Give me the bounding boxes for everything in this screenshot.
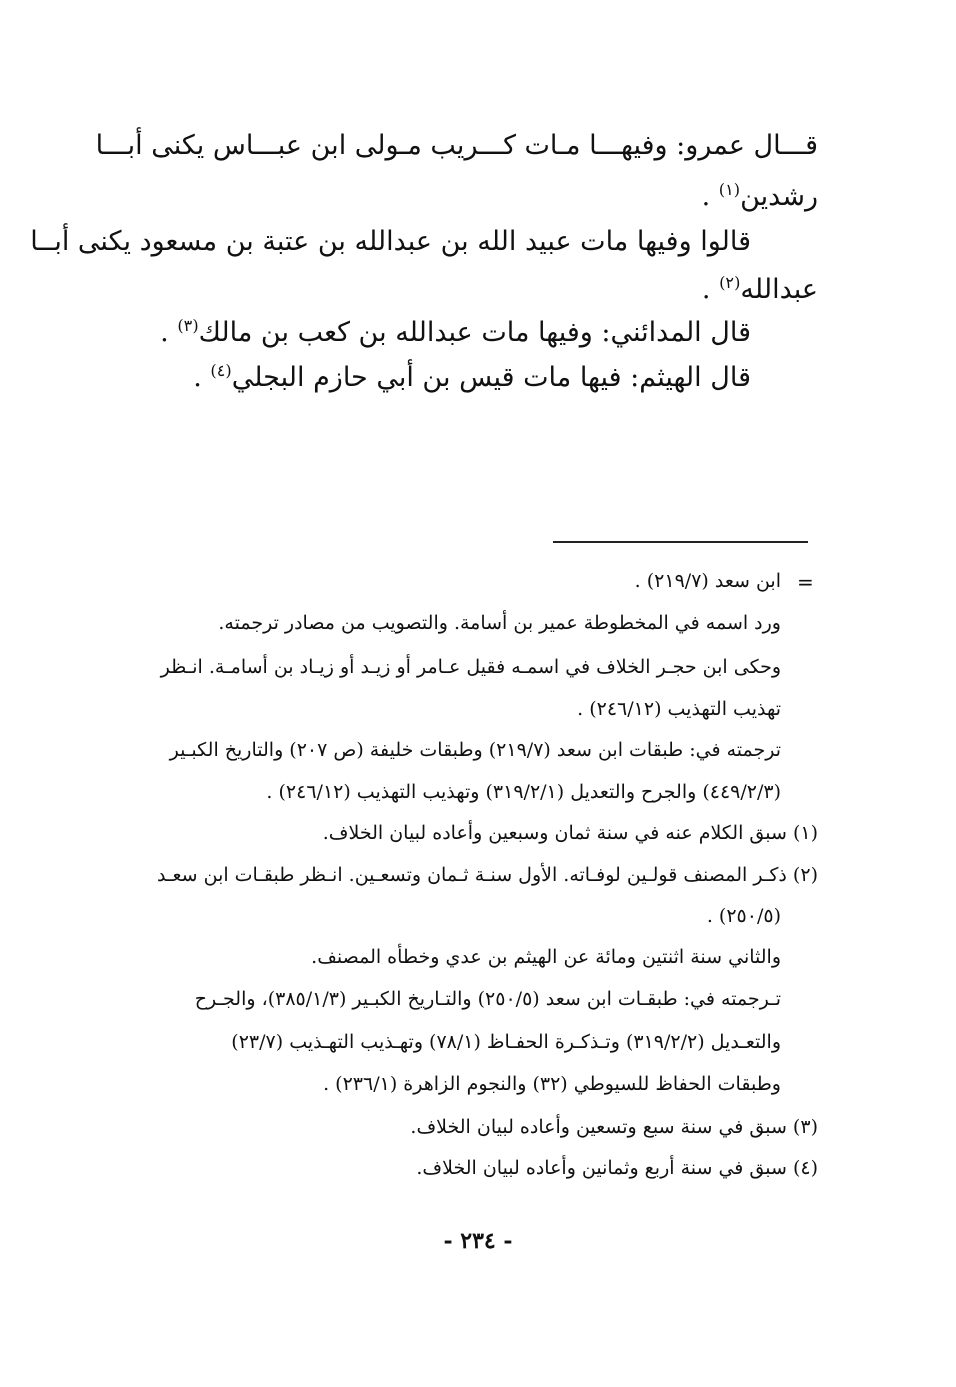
main-line-6: قال الهيثم: فيها مات قيس بن أبي حازم البجلي$^{(٤)}$ .	[193, 361, 751, 393]
footnote-line: تـرجمته في: طبقـات ابن سعد (٢٥٠/٥) والتـاريخ الكبـير (٣٨٥/١/٣)، والجـرح	[194, 988, 781, 1010]
main-line-2: رشدين$^{(١)}$ .	[701, 180, 818, 212]
page-number: - ٢٣٤ -	[443, 1228, 513, 1254]
continuation-mark: =	[797, 570, 814, 594]
footnote-line: والثاني سنة اثنتين ومائة عن الهيثم بن عدي وخطأه المصنف.	[311, 946, 781, 968]
footnote-1: (١) سبق الكلام عنه في سنة ثمان وسبعين وأعاده لبيان الخلاف.	[322, 822, 818, 844]
footnote-ref-1: (١)	[718, 180, 741, 199]
footnote-line: وحكى ابن حجـر الخلاف في اسمـه فقيل عـامر أو زيـد أو زيـاد بن أسامـة. انـظر	[160, 656, 781, 678]
main-line-5: قال المدائني: وفيها مات عبدالله بن كعب بن مالك$^{(٣)}$ .	[160, 316, 751, 348]
main-line-4: عبدالله$^{(٢)}$ .	[701, 273, 818, 305]
footnote-line: والتعـديل (٣١٩/٢/٢) وتـذكـرة الحفـاظ (٧٨/١) وتهـذيب التهـذيب (٢٣/٧)	[231, 1031, 781, 1053]
footnote-line: (٢٥٠/٥) .	[706, 905, 781, 927]
footnote-4: (٤) سبق في سنة أربع وثمانين وأعاده لبيان الخلاف.	[416, 1157, 818, 1179]
footnote-line: تهذيب التهذيب (٢٤٦/١٢) .	[577, 698, 781, 720]
footnote-ref-4: (٤)	[210, 361, 232, 380]
footnote-ref-2: (٢)	[719, 273, 741, 292]
footnote-line: (٤٤٩/٢/٣) والجرح والتعديل (٣١٩/٢/١) وتهذيب التهذيب (٢٤٦/١٢) .	[266, 781, 781, 803]
footnote-line: ترجمته في: طبقات ابن سعد (٢١٩/٧) وطبقات خليفة (ص ٢٠٧) والتاريخ الكبـير	[169, 739, 781, 761]
footnote-line: ورد اسمه في المخطوطة عمير بن أسامة. والتصويب من مصادر ترجمته.	[218, 612, 781, 634]
footnote-line: ابن سعد (٢١٩/٧) .	[634, 570, 781, 592]
footnote-ref-3: (٣)	[177, 316, 199, 335]
footnote-line: وطبقات الحفاظ للسيوطي (٣٢) والنجوم الزاهرة (٢٣٦/١) .	[323, 1073, 781, 1095]
main-line-3: قالوا وفيها مات عبيد الله بن عبدالله بن عتبة بن مسعود يكنى أبــا	[30, 226, 751, 257]
footnote-2: (٢) ذكـر المصنف قولـين لوفـاته. الأول سنـة ثـمان وتسعـين. انـظر طبقـات ابن سعـد	[156, 864, 818, 886]
footnote-separator	[553, 541, 808, 543]
main-line-1: قـــال عمرو: وفيهـــا مـات كـــريب مـولى ابن عبـــاس يكنى أبـــا	[95, 130, 818, 161]
footnote-3: (٣) سبق في سنة سبع وتسعين وأعاده لبيان الخلاف.	[410, 1116, 818, 1138]
